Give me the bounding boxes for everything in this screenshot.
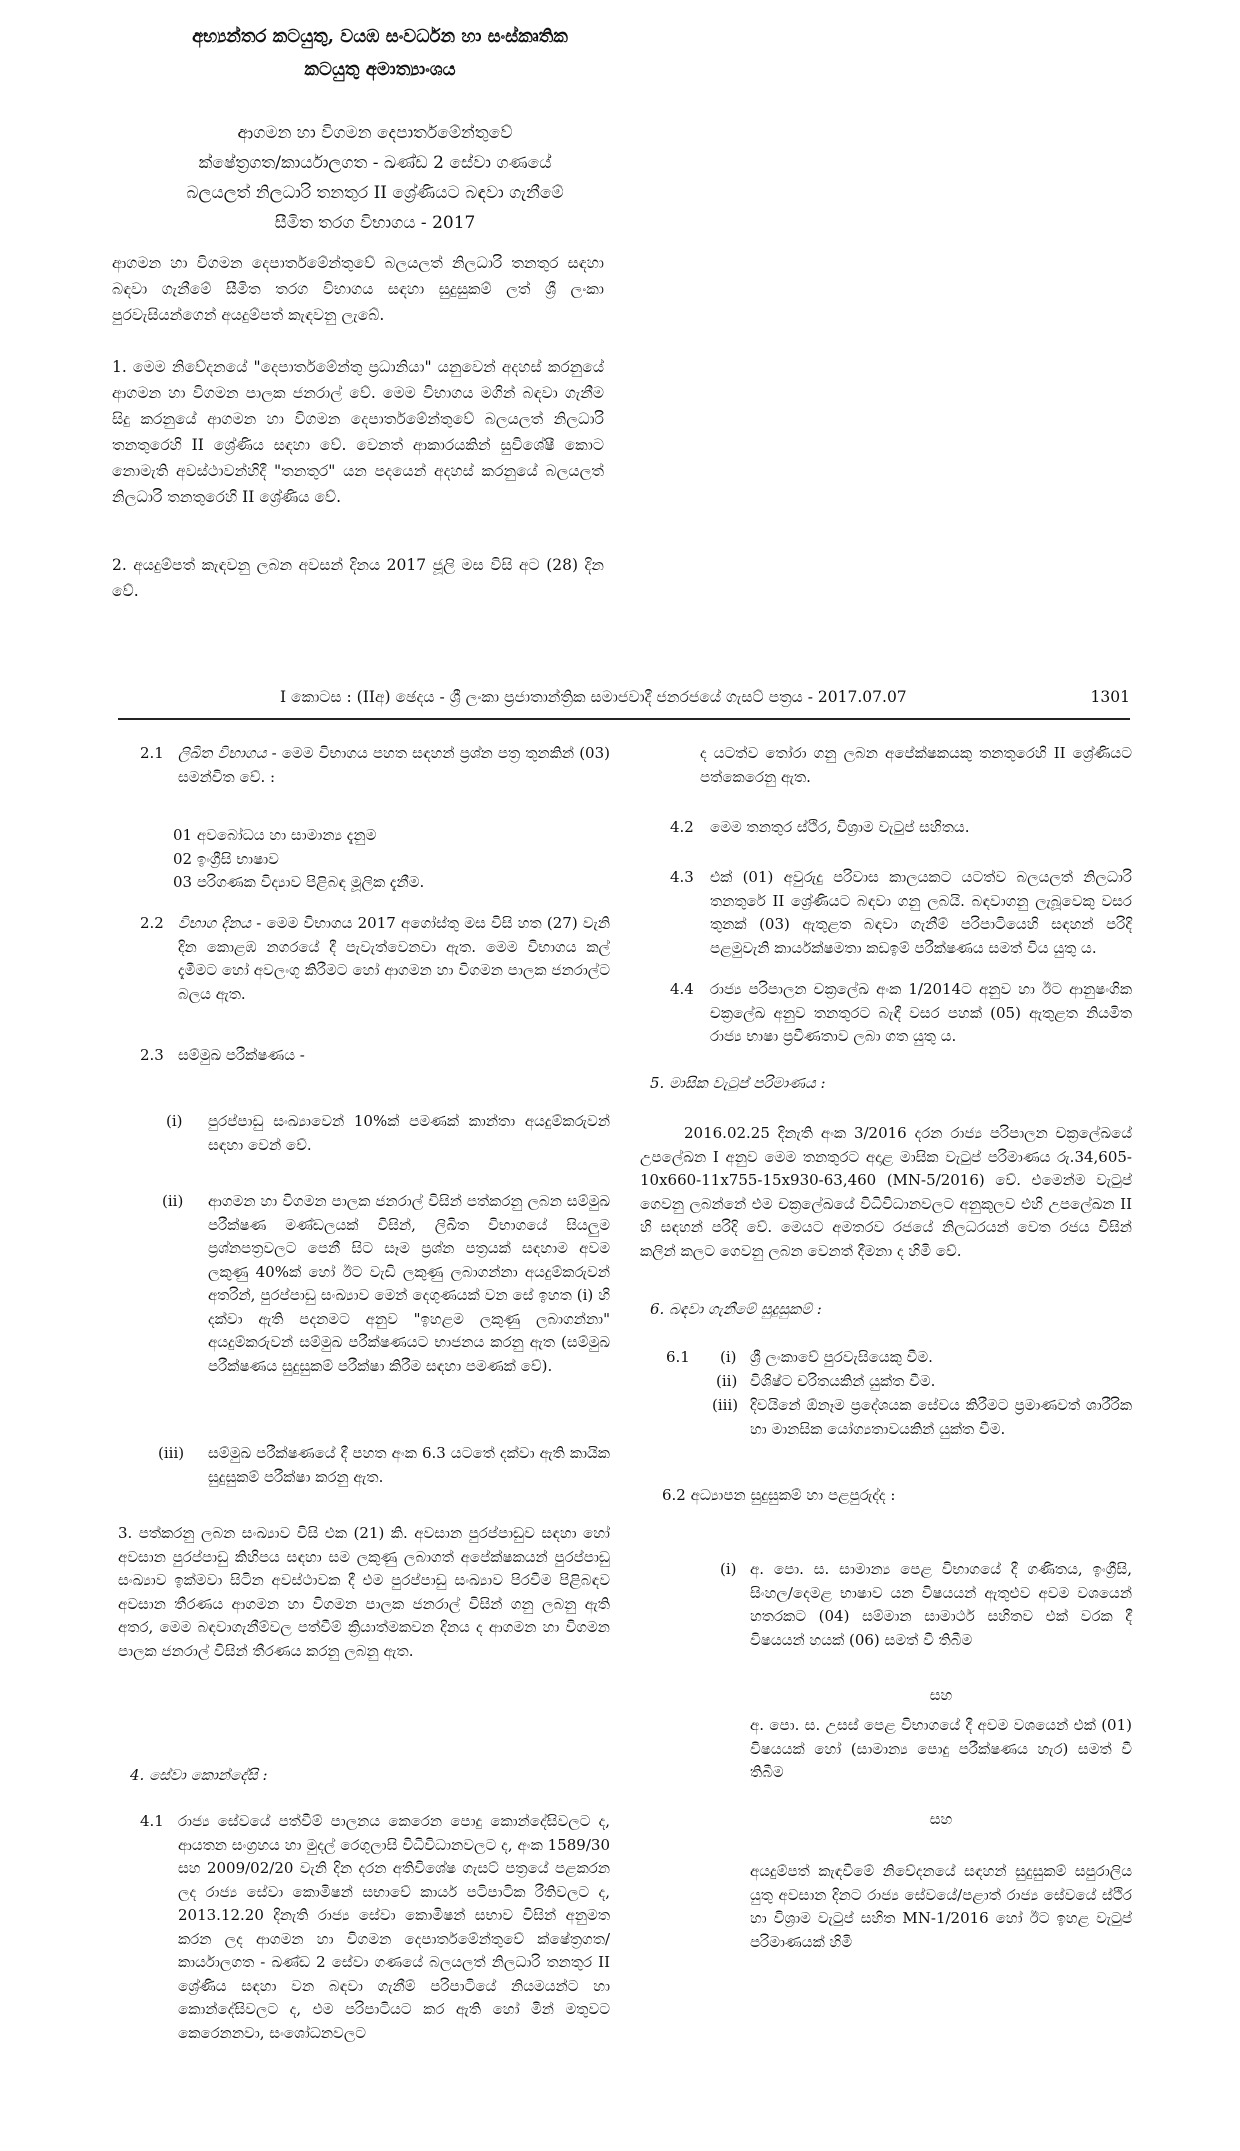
section-2-3-title: සම්මුඛ පරීක්ෂණය - [178,1046,305,1064]
section-4-title: 4. සේවා කොන්දේසි : [130,1766,268,1784]
item-number: (ii) [162,1192,184,1210]
item-number: (i) [166,1112,183,1130]
section-6-title: 6. බඳවා ගැනීමේ සුදුසුකම් : [650,1300,822,1318]
paper-item: 02 ඉංග්‍රීසි භාෂාව [173,849,279,868]
item-number: (iii) [712,1396,739,1414]
section-number: 4.1 [140,1812,164,1830]
section-title: විභාග දිනය [178,914,252,932]
education-i: අ. පො. ස. සාමාන්‍ය පෙළ විභාගයේ දී ගණිතය, ඉංග්‍රීසි, සිංහල/දෙමළ භාෂාව යන විෂයයන් ඇතුළුව අවම වශයෙන් හතරකට (04) සම්මාන සාමාර්ථ සහිතව එක් වරක දී විෂයයන් හයක් (06) සමත් වී තිබීම [750,1560,1132,1649]
exam-title [150,118,600,238]
header-rule [118,718,1130,720]
qualification-iii: දිවයිනේ ඕනෑම ප්‍රදේශයක සේවය කිරීමට ප්‍රමාණවත් ශාරීරික හා මානසික යෝග්‍යතාවයකින් යුක්ත වීම. [750,1396,1132,1438]
section-5-text: 2016.02.25 දිනැති අංක 3/2016 දරන රාජ්‍ය පරිපාලන චක්‍රලේඛයේ උපලේඛන I අනුව මෙම තනතුරට අදාළ මාසික වැටුප් පරිමාණය රු.34,605-10x660-11x755-15x930-63,460 (MN-5/2016) වේ. එමෙන්ම වැටුප් ගෙවනු ලබන්නේ එම චක්‍රලේඛයේ විධිවිධානවලට අනුකූලව එහි උපලේඛන II හි සඳහන් පරිදි වේ. මෙයට අමතරව රජයේ නිලධරයන් වෙත රජය විසින් කලින් කලට ගෙවනු ලබන වෙනත් දීමනා ද හිමි වේ. [640,1124,1132,1260]
education-al: අ. පො. ස. උසස් පෙළ විභාගයේ දී අවම වශයෙන් එක් (01) විෂයයක් හෝ (සාමාන්‍ය පොදු පරීක්ෂණය හැර) සමත් වී තිබීම [750,1716,1132,1781]
section-2-2 [178,912,610,1006]
section-4-1-continued: ද යටත්ව තෝරා ගනු ලබන අපේක්ෂකයකු තනතුරෙහි II ශ්‍රේණියට පත්කෙරෙනු ඇත. [700,744,1132,786]
item-iii: සම්මුඛ පරීක්ෂණයේ දී පහත අංක 6.3 යටතේ දක්වා ඇති කායික සුදුසුකම් පරීක්ෂා කරනු ඇත. [208,1444,610,1486]
section-4-4: රාජ්‍ය පරිපාලන චක්‍රලේඛ අංක 1/2014ට අනුව හා ඊට ආනුෂංගික චක්‍රලේඛ අනුව තනතුරට බැඳී වසර පහක් (05) ඇතුළත නියමිත රාජ්‍ය භාෂා ප්‍රවීණතාව ලබා ගත යුතු ය. [710,980,1132,1045]
item-number: (ii) [716,1372,738,1390]
section-number: 4.2 [670,818,694,836]
ministry-title-line: අභ්‍යන්තර කටයුතු, වයඹ සංවර්ධන හා සංස්කෘතික [192,26,568,47]
gazette-header-text: I කොටස : (IIඅ) ඡෙදය - ශ්‍රී ලංකා ප්‍රජාතාන්ත්‍රික සමාජවාදී ජනරජයේ ගැසට් පත්‍රය - 2017.07.07 [280,688,907,706]
section-6-2-title: 6.2 අධ්‍යාපන සුදුසුකම් හා පළපුරුද්ද : [662,1486,896,1504]
section-5-title: 5. මාසික වැටුප් පරිමාණය : [650,1074,826,1092]
section-number: 6.1 [666,1348,690,1366]
qualification-i: ශ්‍රී ලංකාවේ පුරවැසියෙකු වීම. [750,1348,933,1366]
exam-papers-list [173,824,593,895]
paragraph-2: 2. අයදුම්පත් කැඳවනු ලබන අවසන් දිනය 2017 ජූලි මස විසි අට (28) දින වේ. [112,556,604,600]
item-number: (iii) [158,1444,185,1462]
item-number: (i) [720,1560,737,1578]
qualification-ii: විශිෂ්ට චරිතයකින් යුක්ත වීම. [750,1372,936,1390]
ministry-title [130,20,630,86]
section-number: 4.3 [670,868,694,886]
and-connector: සහ [929,1686,953,1704]
paragraph-3: 3. පත්කරනු ලබන සංඛ්‍යාව විසි එක (21) කි. අවසාන පුරප්පාඩුව සඳහා හෝ අවසාන පුරප්පාඩු කිහිපය සඳහා සම ලකුණු ලබාගත් අපේක්ෂකයන් පුරප්පාඩු සංඛ්‍යාව ඉක්මවා සිටින අවස්ථාවක දී එම පුරප්පාඩු සංඛ්‍යාව පිරවීම පිළිබඳව අවසාන තීරණය ආගමන හා විගමන පාලක ජනරාල් විසින් ගනු ලබනු ඇති අතර, මෙම බඳවාගැනීම්වල පත්වීම් ක්‍රියාත්මකවන දිනය ද ආගමන හා විගමන පාලක ජනරාල් විසින් තීරණය කරනු ලබනු ඇත. [118,1524,610,1660]
section-4-2: මෙම තනතුර ස්ථිර, විශ්‍රාම වැටුප් සහිතය. [710,818,970,836]
section-text: - මෙම විභාගය 2017 අගෝස්තු මස විසි හත (27) වැනි දින කොළඹ නගරයේ දී පැවැත්වෙනවා ඇත. මෙම විභාගය කල් දැමීමට හෝ අවලංගු කිරීමට හෝ ආගමන හා විගමන පාලක ජනරාල්ට බලය ඇත. [178,914,611,1003]
exam-title-line: සීමිත තරග විභාගය - 2017 [274,213,476,233]
exam-title-line: ආගමන හා විගමන දෙපාර්තමේන්තුවේ [237,123,513,143]
section-4-3: එක් (01) අවුරුදු පරිවාස කාලයකට යටත්ව බලයලත් නිලධාරි තනතුරේ II ශ්‍රේණියට බඳවා ගනු ලබයි. බඳවාගනු ලැබූවෙකු වසර තුනක් (03) ඇතුළත බඳවා ගැනීම් පරිපාටියෙහි සඳහන් පරිදි පළමුවැනි කාර්යක්ෂමතා කඩඉම් පරීක්ෂණය සමත් විය යුතු ය. [710,868,1132,957]
section-number: 2.1 [140,744,164,762]
section-number: 2.3 [140,1046,164,1064]
paper-item: 03 පරිගණක විද්‍යාව පිළිබඳ මූලික දැනීම. [173,873,425,891]
gazette-header [280,688,1130,714]
section-title: ලිඛිත විභාගය [178,744,267,762]
item-ii: ආගමන හා විගමන පාලක ජනරාල් විසින් පත්කරනු ලබන සම්මුඛ පරීක්ෂණ මණ්ඩලයක් විසින්, ලිඛිත විභාගයේ සියලුම ප්‍රශ්නපත්‍රවලට පෙනී සිට සෑම ප්‍රශ්න පත්‍රයක් සඳහාම අවම ලකුණු 40%ක් හෝ ඊට වැඩි ලකුණු ලබාගන්නා අයදුම්කරුවන් අතරින්, පුරප්පාඩු සංඛ්‍යාව මෙන් දෙගුණයක් වන සේ ඉහත (i) හි දක්වා ඇති පදනමට අනුව "ඉහළම ලකුණු ලබාගන්නා" අයදුම්කරුවන් සම්මුඛ පරීක්ෂණයට භාජනය කරනු ඇත (සම්මුඛ පරීක්ෂණය සුදුසුකම් පරීක්ෂා කිරීම සඳහා පමණක් වේ). [208,1192,610,1375]
section-4-1: රාජ්‍ය සේවයේ පත්වීම් පාලනය කෙරෙන පොදු කොන්දේසිවලට ද, ආයතන සංග්‍රහය හා මුදල් රෙගුලාසි විධිවිධානවලට ද, අංක 1589/30 සහ 2009/02/20 වැනි දින දරන අතිවිශේෂ ගැසට් පත්‍රයේ පළකරන ලද රාජ්‍ය සේවා කොමිෂන් සභාවේ කාර්ය පටිපාටික රීතිවලට ද, 2013.12.20 දිනැති රාජ්‍ය සේවා කොමිෂන් සභාව විසින් අනුමත කරන ලද ආගමන හා විගමන දෙපාර්තමේන්තුවේ ක්ෂේත්‍රගත/කාර්යාලගත - ඛණ්ඩ 2 සේවා ගණයේ බලයලත් නිලධාරි තනතුර II ශ්‍රේණිය සඳහා වන බඳවා ගැනීම් පරිපාටියේ නියමයන්ට හා කොන්දේසිවලට ද, එම පරිපාටියට කර ඇති හෝ මින් මතුවට කෙරෙනනවා, සංශෝධනවලට [178,1812,610,2042]
section-number: 2.2 [140,914,164,932]
exam-title-line: බලයලත් නිලධාරි තනතුර II ශ්‍රේණියට බඳවා ගැනීමේ [186,183,564,203]
section-text: - මෙම විභාගය පහත සඳහන් ප්‍රශ්න පත්‍ර තුනකින් (03) සමන්විත වේ. : [178,744,610,786]
education-service: අයදුම්පත් කැඳවීමේ නිවේදනයේ සඳහන් සුදුසුකම් සපුරාලිය යුතු අවසාන දිනට රාජ්‍ය සේවයේ/පළාත් රාජ්‍ය සේවයේ ස්ථිර හා විශ්‍රාම වැටුප් සහිත MN-1/2016 හෝ ඊට ඉහළ වැටුප් පරිමාණයක් හිමි [750,1862,1132,1951]
ministry-title-line: කටයුතු අමාත්‍යාංශය [304,59,456,80]
paper-item: 01 අවබෝධය හා සාමාන්‍ය දැනුම [173,826,377,844]
item-i: පුරප්පාඩු සංඛ්‍යාවෙන් 10%ක් පමණක් කාන්තා අයදුම්කරුවන් සඳහා වෙන් වේ. [208,1112,610,1154]
paragraph-1: 1. මෙම නිවේදනයේ "දෙපාර්තමේන්තු ප්‍රධානියා" යනුවෙන් අදහස් කරනුයේ ආගමන හා විගමන පාලක ජනරාල් වේ. මෙම විභාගය මගින් බඳවා ගැනීම සිදු කරනුයේ ආගමන හා විගමන දෙපාර්තමේන්තුවේ බලයලත් නිලධාරි තනතුරෙහි II ශ්‍රේණිය සඳහා වේ. වෙනත් ආකාරයකින් සුවිශේෂී කොට නොමැති අවස්ථාවන්හිදී "තනතුර" යන පදයෙන් අදහස් කරනුයේ බලයලත් නිලධාරි තනතුරෙහි II ශ්‍රේණිය වේ. [112,358,604,506]
item-number: (i) [720,1348,737,1366]
intro-paragraph: ආගමන හා විගමන දෙපාර්තමේන්තුවේ බලයලත් නිලධාරි තනතුර සඳහා බඳවා ගැනීමේ සීමිත තරග විභාගය සඳහා සුදුසුකම් ලත් ශ්‍රී ලංකා පුරවැසියන්ගෙන් අයදුම්පත් කැඳවනු ලැබේ. [112,254,604,324]
section-2-1 [178,742,610,789]
exam-title-line: ක්ෂේත්‍රගත/කාර්යාලගත - ඛණ්ඩ 2 සේවා ගණයේ [198,153,552,173]
section-number: 4.4 [670,980,694,998]
and-connector: සහ [929,1810,953,1828]
page-number: 1301 [1090,688,1130,706]
